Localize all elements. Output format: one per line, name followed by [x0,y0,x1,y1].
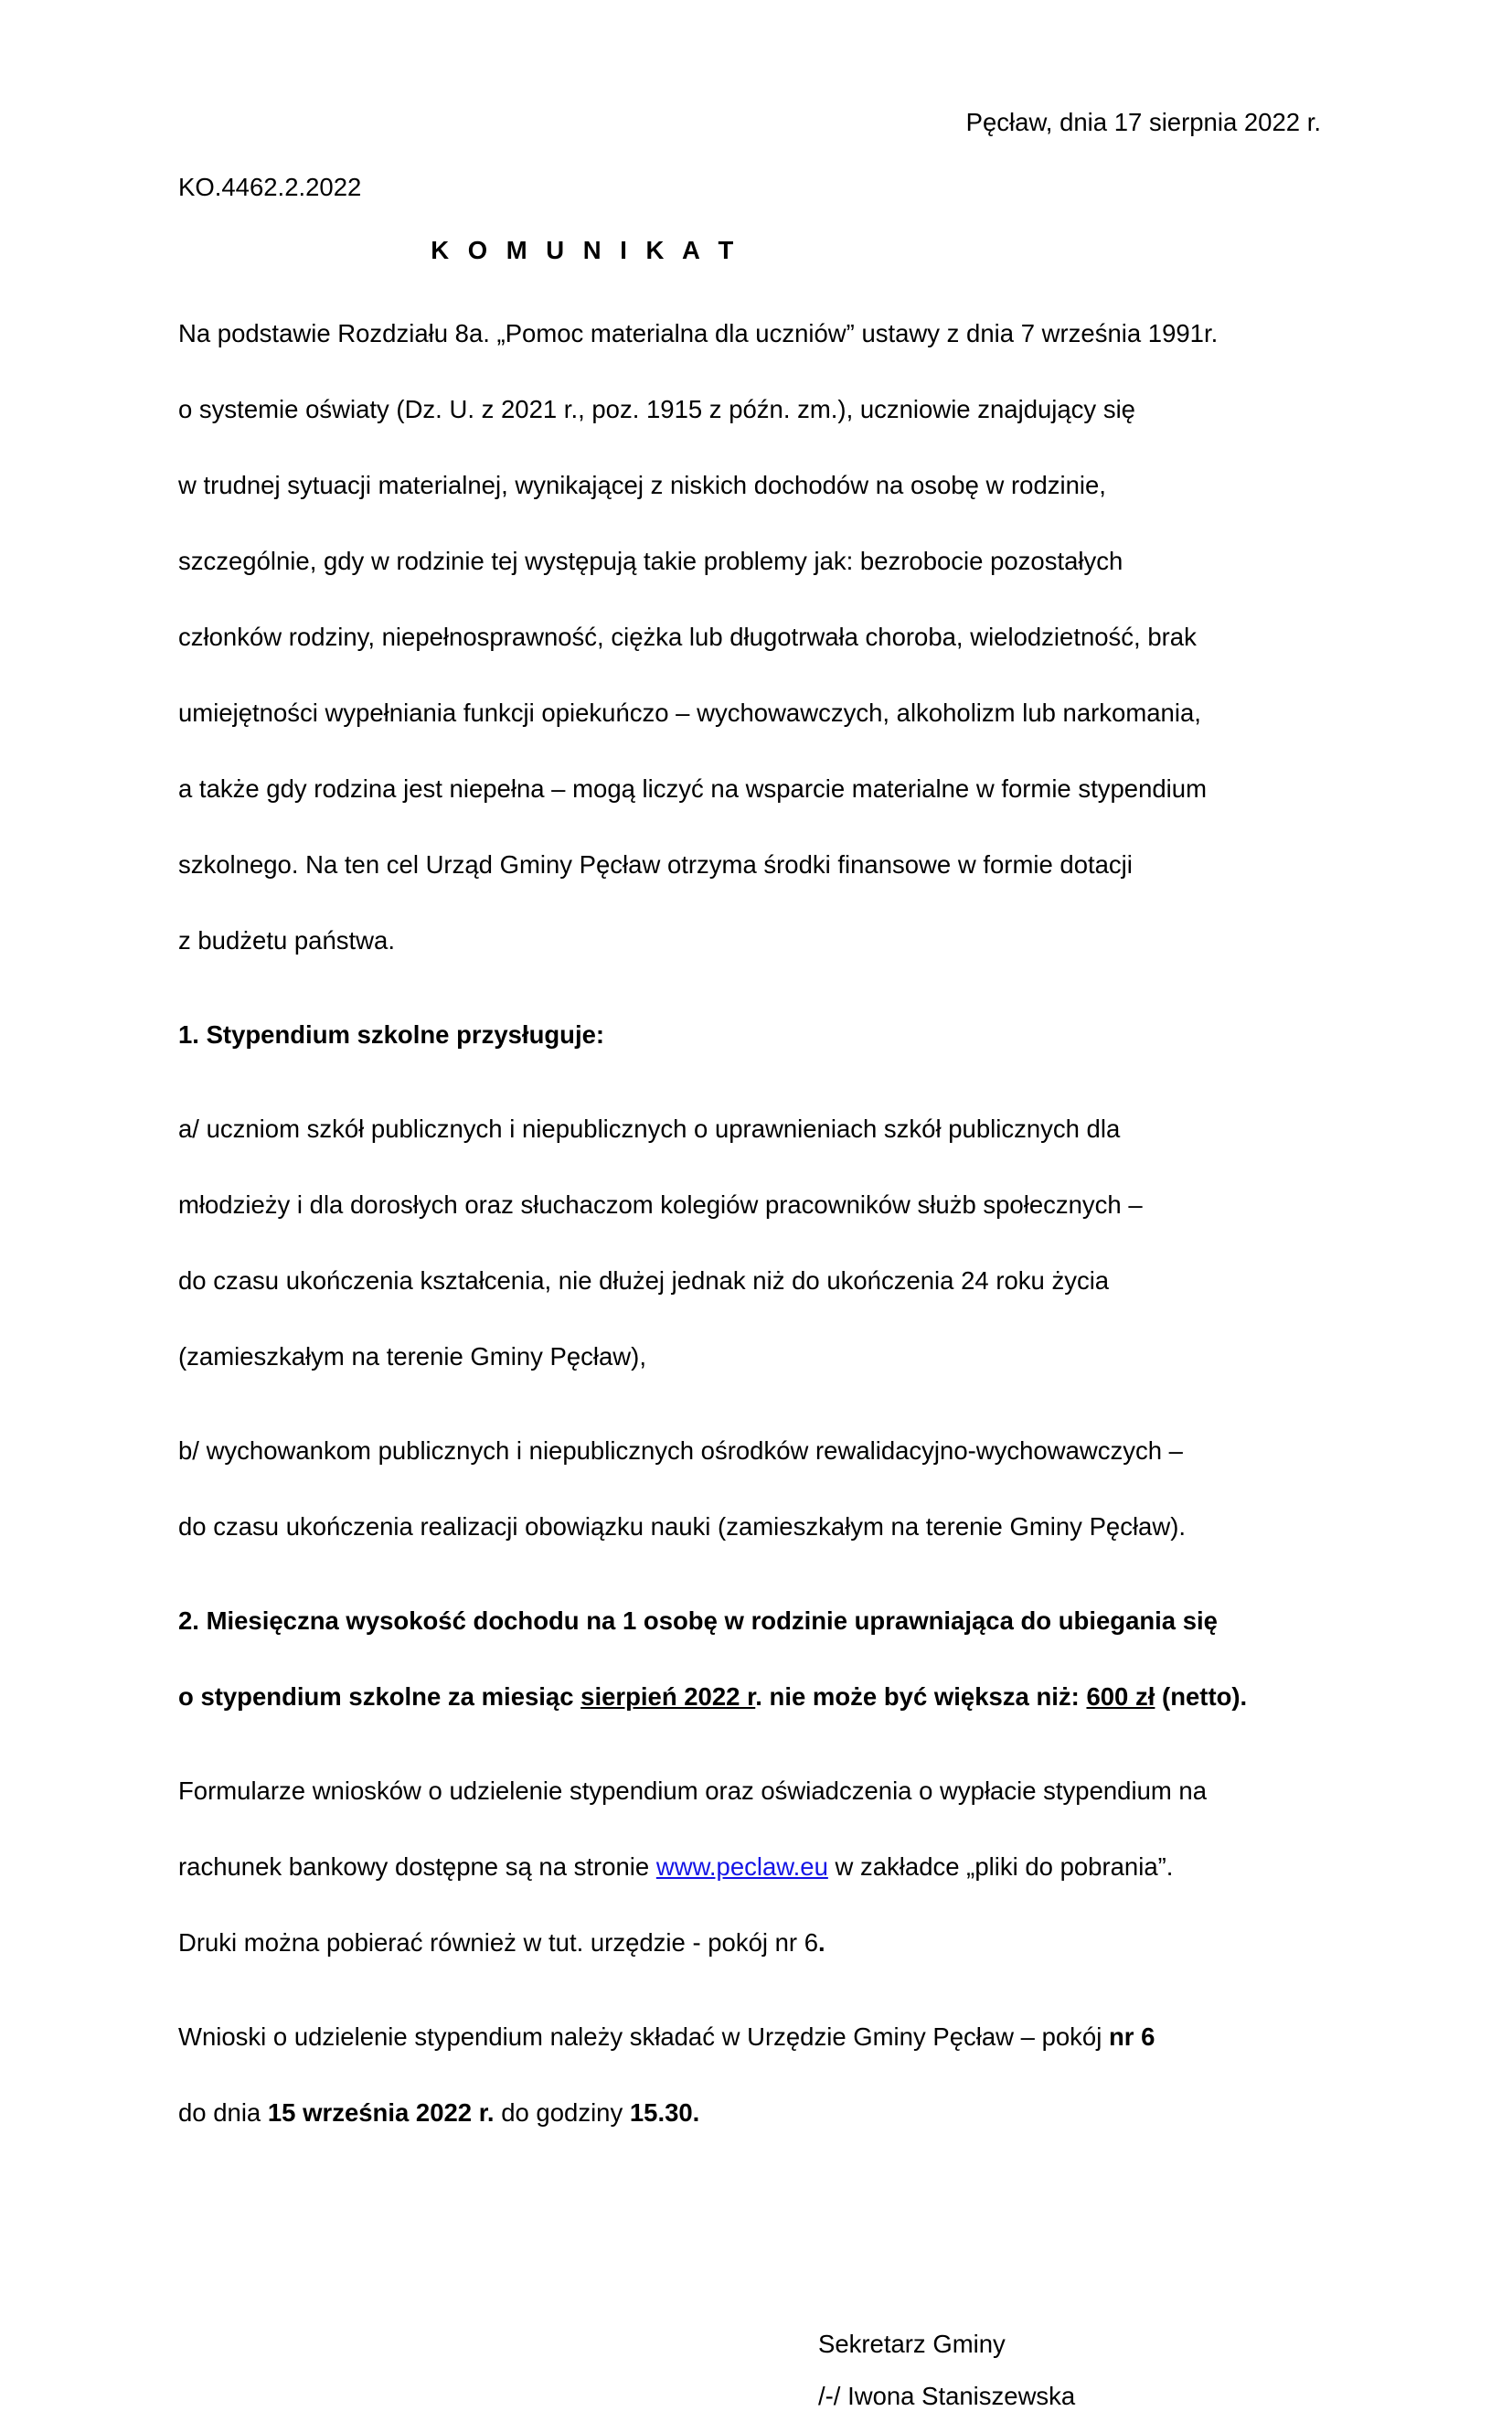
section-2-line-1: 2. Miesięczna wysokość dochodu na 1 osobę w rodzinie uprawniająca do ubiegania się [178,1606,1218,1635]
signature-name: /-/ Iwona Staniszewska [818,2382,1076,2410]
intro-line-2: o systemie oświaty (Dz. U. z 2021 r., poz. 1915 z późn. zm.), uczniowie znajdujący się [178,395,1135,423]
forms-line-3 [178,1916,1339,1969]
forms-line-2 [178,1841,1339,1893]
signature-block [178,2318,1339,2422]
intro-line-8: szkolnego. Na ten cel Urząd Gminy Pęcław otrzyma środki finansowe w formie dotacji [178,850,1133,879]
forms-pickup-text: Druki można pobierać również w tut. urzędzie - pokój nr 6 [178,1928,819,1957]
section-2-text-after-amount: (netto). [1155,1682,1248,1711]
section-1-item-a-line-1: a/ uczniom szkół publicznych i niepublicznych o uprawnieniach szkół publicznych dla [178,1115,1121,1143]
intro-line-3: w trudnej sytuacji materialnej, wynikającej z niskich dochodów na osobę w rodzinie, [178,471,1106,499]
section-1-item-a-line-4: (zamieszkałym na terenie Gminy Pęcław), [178,1342,646,1371]
intro-line-6: umiejętności wypełniania funkcji opiekuńczo – wychowawczych, alkoholizm lub narkomania, [178,699,1201,727]
page-title: K O M U N I K A T [431,236,740,264]
signature-role: Sekretarz Gminy [818,2330,1006,2358]
intro-line-4: szczególnie, gdy w rodzinie tej występują takie problemy jak: bezrobocie pozostałych [178,547,1123,575]
reference-number: KO.4462.2.2022 [178,172,362,201]
intro-line-7: a także gdy rodzina jest niepełna – mogą liczyć na wsparcie materialne w formie stypendium [178,774,1207,803]
submission-deadline-time: 15.30. [629,2098,700,2127]
forms-text-after-link: w zakładce „pliki do pobrania”. [827,1852,1174,1881]
forms-line-1: Formularze wniosków o udzielenie stypendium oraz oświadczenia o wypłacie stypendium na [178,1776,1208,1805]
intro-line-1: Na podstawie Rozdziału 8a. „Pomoc materialna dla uczniów” ustawy z dnia 7 września 1991r. [178,319,1219,347]
submission-deadline-prefix: do dnia [178,2098,268,2127]
document-content [178,0,1339,2422]
place-and-date: Pęcław, dnia 17 sierpnia 2022 r. [965,108,1321,136]
section-1-item-a-line-2: młodzieży i dla dorosłych oraz słuchaczom kolegiów pracowników służb społecznych – [178,1190,1143,1219]
intro-line-5: członków rodziny, niepełnosprawność, ciężka lub długotrwała choroba, wielodzietność, brak [178,623,1197,651]
section-2-month: sierpień 2022 r [580,1682,756,1711]
peclaw-website-link[interactable]: www.peclaw.eu [655,1852,828,1881]
submission-room-number: nr 6 [1108,2022,1155,2051]
section-1-heading: 1. Stypendium szkolne przysługuje: [178,1020,605,1049]
section-1-item-a-line-3: do czasu ukończenia kształcenia, nie dłużej jednak niż do ukończenia 24 roku życia [178,1266,1110,1295]
section-2-line-2 [178,1670,1339,1723]
section-2-amount: 600 zł [1086,1682,1155,1711]
submission-deadline-time-prefix: do godziny [494,2098,630,2127]
section-2-text-before-month: o stypendium szkolne za miesiąc [178,1682,581,1711]
forms-pickup-period: . [818,1928,825,1957]
section-2-text-middle: . nie może być większa niż: [755,1682,1087,1711]
section-1-item-b-line-2: do czasu ukończenia realizacji obowiązku nauki (zamieszkałym na terenie Gminy Pęcław). [178,1512,1187,1541]
section-1-item-b-line-1: b/ wychowankom publicznych i niepublicznych ośrodków rewalidacyjno-wychowawczych – [178,1436,1183,1465]
submission-line-1 [178,2011,1339,2063]
submission-text: Wnioski o udzielenie stypendium należy składać w Urzędzie Gminy Pęcław – pokój [178,2022,1109,2051]
forms-text-before-link: rachunek bankowy dostępne są na stronie [178,1852,656,1881]
submission-line-2 [178,2086,1339,2139]
intro-line-9: z budżetu państwa. [178,926,395,955]
submission-deadline-date: 15 września 2022 r. [267,2098,495,2127]
